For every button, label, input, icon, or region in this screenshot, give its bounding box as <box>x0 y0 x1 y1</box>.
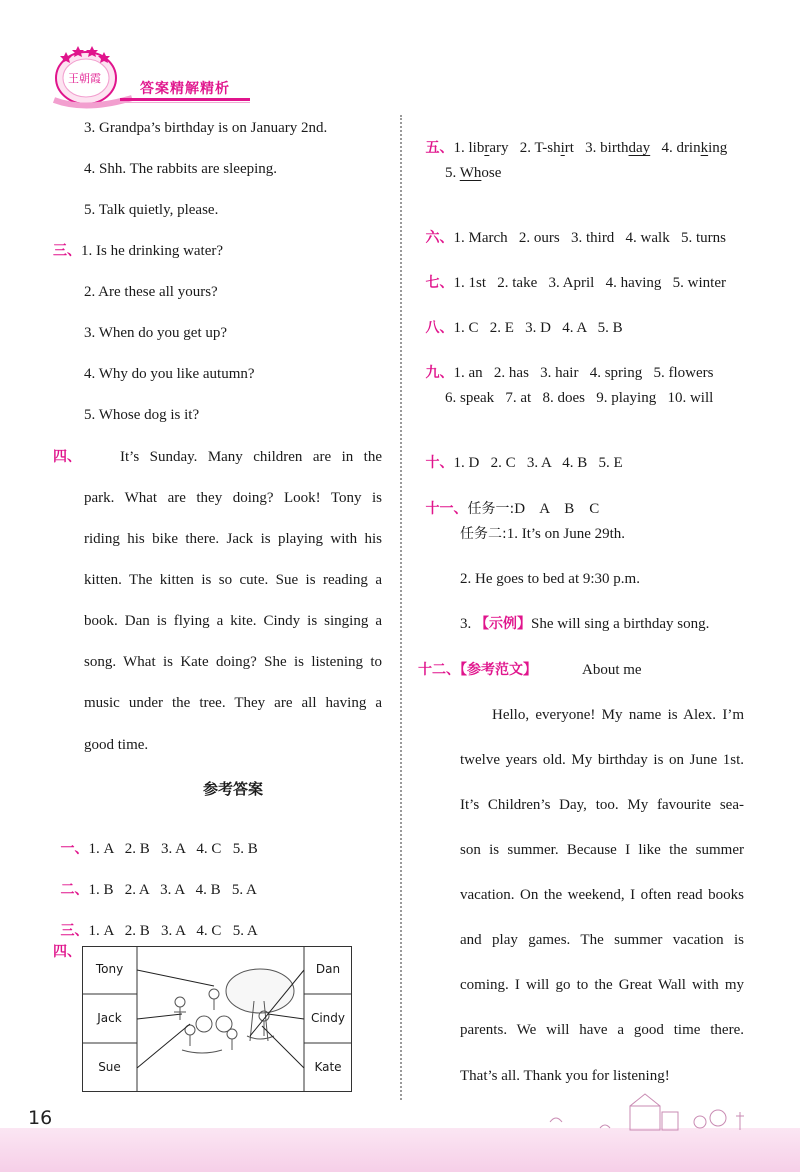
essay-title: About me <box>582 662 642 678</box>
page-number: 16 <box>28 1107 53 1129</box>
task2-label: 任务二: <box>460 526 507 542</box>
answer-text: 1. A 2. B 3. A 4. C 5. A <box>88 923 258 939</box>
section-label: 答案精解精析 <box>140 81 230 97</box>
answers-title: 参考答案 <box>202 780 263 798</box>
match-name-cindy: Cindy <box>310 1011 346 1025</box>
task1-label: 任务一: <box>467 501 515 517</box>
wu-underline: day <box>628 140 651 156</box>
match-name-tony: Tony <box>95 962 124 976</box>
section-tag: 一、 <box>60 841 89 857</box>
wu-seg: 5. <box>445 165 460 181</box>
essay-line-first: Hello, everyone! My name is Alex. I’m <box>492 707 744 723</box>
wu-underline: k <box>700 140 709 156</box>
jiu-section <box>418 343 713 383</box>
passage-line: book. Dan is flying a kite. Cindy is singing a <box>84 613 382 629</box>
wu-seg: ary 2. T-sh <box>489 140 561 156</box>
castle-decoration-icon <box>540 1092 780 1132</box>
left-line-2: 4. Shh. The rabbits are sleeping. <box>84 161 278 177</box>
san-item-5: 5. Whose dog is it? <box>84 407 200 423</box>
match-name-kate: Kate <box>314 1060 342 1074</box>
example-tag: 【示例】 <box>475 616 531 632</box>
answer-text: 1. 1st 2. take 3. April 4. having 5. winter <box>453 275 726 291</box>
answer-text: 1. an 2. has 3. hair 4. spring 5. flowers <box>453 365 714 381</box>
header-rule-thin <box>120 102 250 103</box>
shier-section <box>418 660 537 680</box>
matching-diagram <box>82 946 352 1092</box>
section-tag: 五、 <box>425 140 454 156</box>
section-tag: 十一、 <box>425 501 468 517</box>
answer-text: 1. C 2. E 3. D 4. A 5. B <box>453 320 623 336</box>
passage-line-first: It’s Sunday. Many children are in the <box>120 449 382 465</box>
answer-row-3 <box>53 901 258 941</box>
section-tag: 六、 <box>425 230 454 246</box>
si-tag-line <box>53 447 81 467</box>
section-tag: 九、 <box>425 365 454 381</box>
wu-seg: 4. drin <box>650 140 701 156</box>
essay-line: parents. We will have a good time there. <box>460 1022 744 1038</box>
jiu-line-2: 6. speak 7. at 8. does 9. playing 10. will <box>445 390 714 406</box>
wu-seg: ing <box>708 140 728 156</box>
answer-row-1 <box>53 819 258 859</box>
match-name-sue: Sue <box>98 1060 121 1074</box>
matching-tag-line <box>53 942 81 962</box>
wu-underline: r <box>484 140 490 156</box>
task2-line-3 <box>460 614 709 634</box>
answer-text: 1. D 2. C 3. A 4. B 5. E <box>453 455 623 471</box>
footer-band <box>0 1128 800 1172</box>
section-tag: 四、 <box>53 449 81 465</box>
san-item-2: 2. Are these all yours? <box>84 284 218 300</box>
left-line-1: 3. Grandpa’s birthday is on January 2nd. <box>84 120 328 136</box>
section-tag: 二、 <box>60 882 89 898</box>
section-tag: 三、 <box>60 923 89 939</box>
wu-underline: Wh <box>459 165 482 181</box>
essay-line: It’s Children’s Day, too. My favourite sea- <box>460 797 744 813</box>
answer-text: 1. March 2. ours 3. third 4. walk 5. turns <box>453 230 726 246</box>
ba-section <box>418 298 623 338</box>
match-name-jack: Jack <box>97 1011 122 1025</box>
task2-answer-3: She will sing a birthday song. <box>531 616 710 632</box>
task2-num: 3. <box>460 616 475 632</box>
logo-text: 王朝霞 <box>68 72 101 85</box>
column-divider <box>400 115 402 1100</box>
task2-line-1 <box>460 524 625 544</box>
passage-line: riding his bike there. Jack is playing with his <box>84 531 382 547</box>
essay-line: twelve years old. My birthday is on June 1st. <box>460 752 744 768</box>
wu-underline: i <box>560 140 565 156</box>
san-item-4: 4. Why do you like autumn? <box>84 366 255 382</box>
wu-line-2 <box>445 163 501 183</box>
san-item-1: 1. Is he drinking water? <box>81 243 224 259</box>
passage-line: kitten. The kitten is so cute. Sue is reading a <box>84 572 382 588</box>
task1-answers: D A B C <box>514 501 600 517</box>
section-tag: 三、 <box>53 243 81 259</box>
match-name-dan: Dan <box>315 962 341 976</box>
wu-seg: ose <box>481 165 502 181</box>
section-tag: 七、 <box>425 275 454 291</box>
task2-answer-1: 1. It’s on June 29th. <box>506 526 626 542</box>
liu-section <box>418 208 726 248</box>
essay-line: son is summer. Because I like the summer <box>460 842 744 858</box>
wu-seg: rt 3. birth <box>564 140 629 156</box>
passage-line: music under the tree. They are all having a <box>84 695 382 711</box>
section-tag: 十二、 <box>418 662 460 678</box>
passage-line: park. What are they doing? Look! Tony is <box>84 490 382 506</box>
left-line-3: 5. Talk quietly, please. <box>84 202 219 218</box>
essay-line-last: That’s all. Thank you for listening! <box>460 1068 670 1084</box>
section-tag: 八、 <box>425 320 454 336</box>
section-tag: 十、 <box>425 455 454 471</box>
header-rule <box>120 98 250 101</box>
passage-line-last: good time. <box>84 737 149 753</box>
essay-line: and play games. The summer vacation is <box>460 932 744 948</box>
answer-text: 1. B 2. A 3. A 4. B 5. A <box>88 882 257 898</box>
shi-section <box>418 433 623 473</box>
section-tag: 四、 <box>53 944 81 960</box>
shiyi-section <box>418 479 599 519</box>
san-item-3: 3. When do you get up? <box>84 325 228 341</box>
essay-line: coming. I will go to the Great Wall with my <box>460 977 744 993</box>
wu-seg: 1. lib <box>453 140 485 156</box>
san-section <box>53 241 223 261</box>
answer-row-2 <box>53 860 257 900</box>
qi-section <box>418 253 726 293</box>
wu-section <box>418 118 727 158</box>
answer-text: 1. A 2. B 3. A 4. C 5. B <box>88 841 258 857</box>
ref-tag: 【参考范文】 <box>460 662 537 678</box>
task2-answer-2: 2. He goes to bed at 9:30 p.m. <box>460 571 640 587</box>
essay-line: vacation. On the weekend, I often read books <box>460 887 744 903</box>
passage-line: song. What is Kate doing? She is listening to <box>84 654 382 670</box>
